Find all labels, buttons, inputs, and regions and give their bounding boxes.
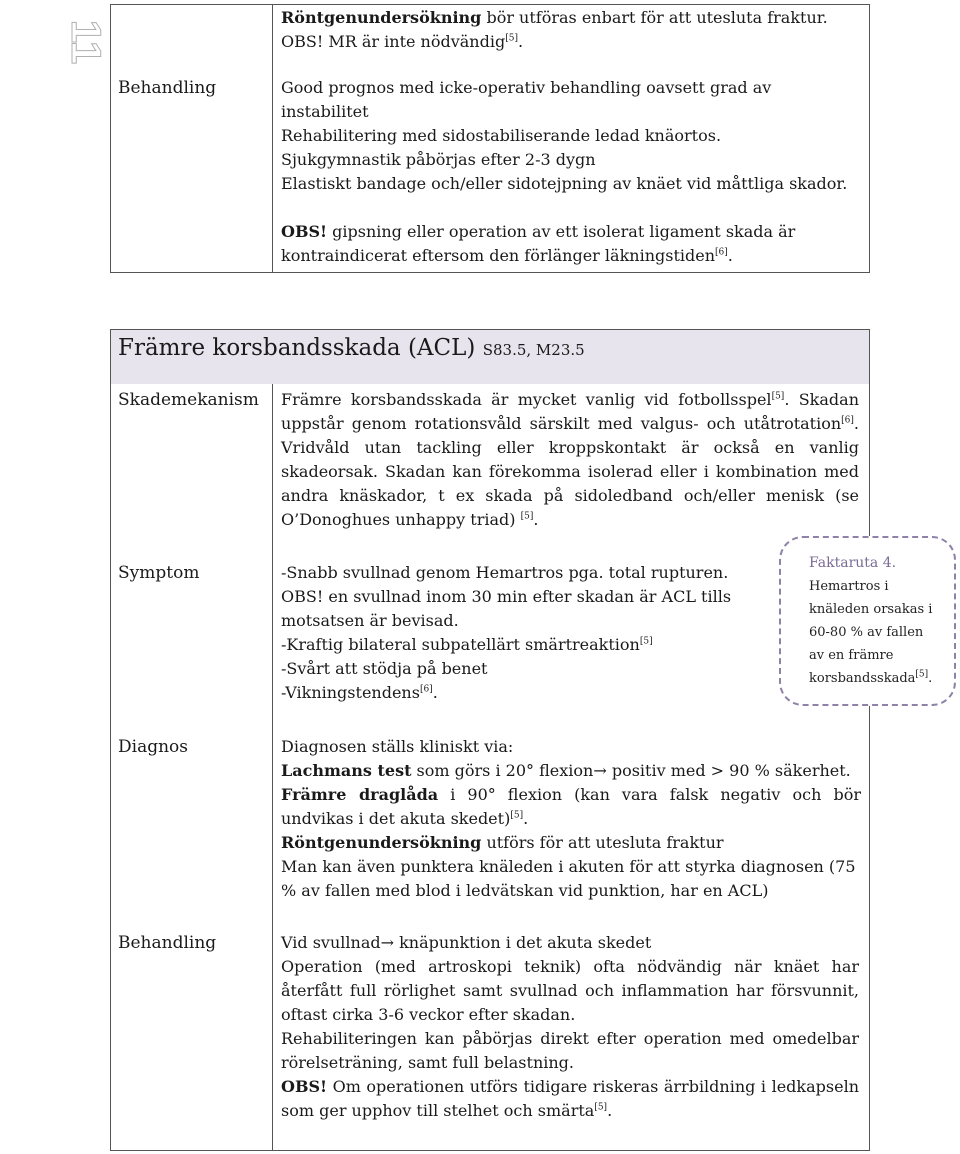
behandling-rehab: Rehabiliteringen kan påbörjas direkt efter operation med omedelbar rörelseträning, samt full belastning. — [281, 1029, 859, 1072]
skademekanism-ref-2: [6] — [841, 415, 854, 426]
mcl-obs-tail: . — [727, 246, 733, 265]
skademekanism-t4: . — [533, 510, 539, 529]
faktaruta-line: av en främre — [809, 648, 894, 663]
behandling-obs — [281, 1075, 859, 1123]
faktaruta-ref: [5] — [915, 669, 929, 680]
symptom-label: Symptom — [118, 563, 200, 583]
diagnos-label: Diagnos — [118, 737, 188, 757]
symptom-line — [281, 633, 751, 657]
symptom-line: OBS! en svullnad inom 30 min efter skadan är ACL tills — [281, 587, 732, 606]
diagnos-intro: Diagnosen ställs kliniskt via: — [281, 737, 514, 756]
symptom-line: -Snabb svullnad genom Hemartros pga. total rupturen. — [281, 563, 729, 582]
mcl-obs-ref: [6] — [715, 247, 728, 258]
faktaruta-line-last — [809, 667, 946, 690]
mcl-table-bottom-border — [110, 272, 870, 273]
skademekanism-label: Skademekanism — [118, 390, 259, 410]
mcl-behandling-cell — [281, 76, 863, 268]
mcl-behandling-label: Behandling — [118, 78, 217, 98]
behandling-obs-text: Om operationen utförs tidigare riskeras ärrbildning i ledkapseln som ger upphov till stelhet och smärta — [281, 1077, 859, 1120]
faktaruta-line: knäleden orsakas i — [809, 602, 933, 617]
mcl-obs-bold: OBS! — [281, 222, 328, 241]
skademekanism-t2: . Skadan uppstår genom rotationsvåld särskilt med valgus- och utåtrotation — [281, 390, 860, 433]
skademekanism-t1: Främre korsbandsskada är mycket vanlig vid fotbollsspel — [281, 390, 772, 409]
draglada-text: i 90° flexion (kan vara falsk negativ och bör undvikas i det akuta skedet) — [281, 785, 862, 828]
mcl-rontgen-line — [281, 6, 861, 30]
diagnos-draglada — [281, 783, 861, 831]
acl-title — [118, 331, 585, 367]
symptom-line: -Svårt att stödja på benet — [281, 659, 488, 678]
acl-table-right-border — [869, 329, 870, 539]
acl-codes: S83.5, M23.5 — [482, 341, 585, 359]
mcl-behandling-line: Elastiskt bandage och/eller sidotejpning av knäet vid måttliga skador. — [281, 174, 848, 193]
behandling-obs-bold: OBS! — [281, 1077, 328, 1096]
symptom-cell — [281, 561, 751, 705]
diagnos-cell — [281, 735, 861, 903]
lachman-text: som görs i 20° flexion — [411, 761, 594, 780]
faktaruta-line: Hemartros i — [809, 579, 889, 594]
mcl-mr-text: OBS! MR är inte nödvändig — [281, 32, 506, 51]
mcl-behandling-line: Rehabilitering med sidostabiliserande ledad knäortos. — [281, 126, 722, 145]
mcl-rontgen-cell — [281, 6, 861, 54]
mcl-obs-line-2 — [281, 244, 863, 268]
acl-table-bottom-border — [110, 1150, 870, 1151]
behandling-l1b: knäpunktion i det akuta skedet — [394, 933, 652, 952]
page-number: 11 — [63, 19, 110, 65]
symptom-line — [281, 681, 751, 705]
symptom-ref-6: [6] — [419, 684, 433, 695]
mcl-obs-text-2: kontraindicerat eftersom den förlänger läkningstiden — [281, 246, 716, 265]
acl-table-left-border — [110, 329, 111, 1151]
mcl-mr-line — [281, 30, 861, 54]
skademekanism-ref-1: [5] — [771, 391, 785, 402]
behandling-line-1 — [281, 931, 859, 955]
acl-table-mid-border — [272, 384, 273, 1151]
draglada-bold: Främre draglåda — [281, 785, 439, 804]
mcl-table-mid-border — [272, 4, 273, 273]
symptom-l4-text: -Kraftig bilateral subpatellärt smärtreaktion — [281, 635, 640, 654]
mcl-behandling-line: Good prognos med icke-operativ behandling oavsett grad av — [281, 78, 772, 97]
skademekanism-text — [281, 388, 859, 532]
mcl-behandling-line: instabilitet — [281, 102, 369, 121]
lachman-bold: Lachmans test — [281, 761, 412, 780]
symptom-l6-tail: . — [432, 683, 438, 702]
behandling-l1a: Vid svullnad — [281, 933, 381, 952]
behandling-obs-ref: [5] — [594, 1102, 608, 1113]
acl-table-right-border-lower — [869, 706, 870, 1151]
mcl-table-right-border — [869, 4, 870, 273]
acl-table-top-border — [110, 329, 870, 330]
diagnos-lachman — [281, 759, 861, 783]
mcl-mr-tail: . — [517, 32, 524, 51]
arrow-right-icon: → — [593, 761, 607, 780]
mcl-behandling-line: Sjukgymnastik påbörjas efter 2-3 dygn — [281, 150, 596, 169]
skademekanism-t3: . Vridvåld utan tackling eller kroppskontakt är också en vanlig skadeorsak. Skadan kan förekomma isolerad eller i kombination med andra knäskador, t ex skada på sidoledband och/eller menisk (se O’Donoghues unhappy triad) — [281, 414, 859, 529]
mcl-obs-line — [281, 220, 863, 244]
arrow-right-icon: → — [380, 933, 394, 952]
mcl-rontgen-bold: Röntgenundersökning — [281, 8, 482, 27]
diagnos-rontgen-bold: Röntgenundersökning — [281, 833, 482, 852]
faktaruta-title: Faktaruta 4. — [809, 555, 897, 571]
draglada-ref: [5] — [510, 810, 524, 821]
acl-behandling-cell — [281, 931, 859, 1123]
mcl-table-left-border — [110, 4, 111, 273]
mcl-table-top-border — [110, 4, 870, 5]
skademekanism-ref-3: [5] — [520, 511, 534, 522]
symptom-line: motsatsen är bevisad. — [281, 611, 459, 630]
symptom-l6-text: -Vikningstendens — [281, 683, 420, 702]
behandling-obs-tail: . — [607, 1101, 613, 1120]
faktaruta-line-text: korsbandsskada — [809, 671, 916, 686]
diagnos-rontgen-text: utförs för att utesluta fraktur — [481, 833, 724, 852]
faktaruta-tail: . — [928, 671, 933, 686]
mcl-rontgen-text: bör utföras enbart för att utesluta fraktur. — [481, 8, 828, 27]
mcl-obs-text: gipsning eller operation av ett isolerat ligament skada är — [327, 222, 796, 241]
mcl-mr-ref: [5] — [505, 33, 518, 44]
behandling-operation: Operation (med artroskopi teknik) ofta nödvändig när knäet har återfått full rörlighet samt svullnad och inflammation har försvunnit, oftast cirka 3-6 veckor efter skadan. — [281, 957, 859, 1024]
faktaruta-line: 60-80 % av fallen — [809, 625, 924, 640]
diagnos-rontgen — [281, 831, 861, 855]
symptom-ref-5: [5] — [639, 636, 653, 647]
lachman-text-2: positiv med > 90 % säkerhet. — [606, 761, 851, 780]
diagnos-punktion: Man kan även punktera knäleden i akuten för att styrka diagnosen (75 % av fallen med blod i ledvätskan vid punktion, har en ACL) — [281, 857, 856, 900]
acl-behandling-label: Behandling — [118, 933, 217, 953]
faktaruta-box — [779, 536, 956, 706]
draglada-tail: . — [523, 809, 529, 828]
acl-title-text: Främre korsbandsskada (ACL) — [118, 335, 476, 361]
